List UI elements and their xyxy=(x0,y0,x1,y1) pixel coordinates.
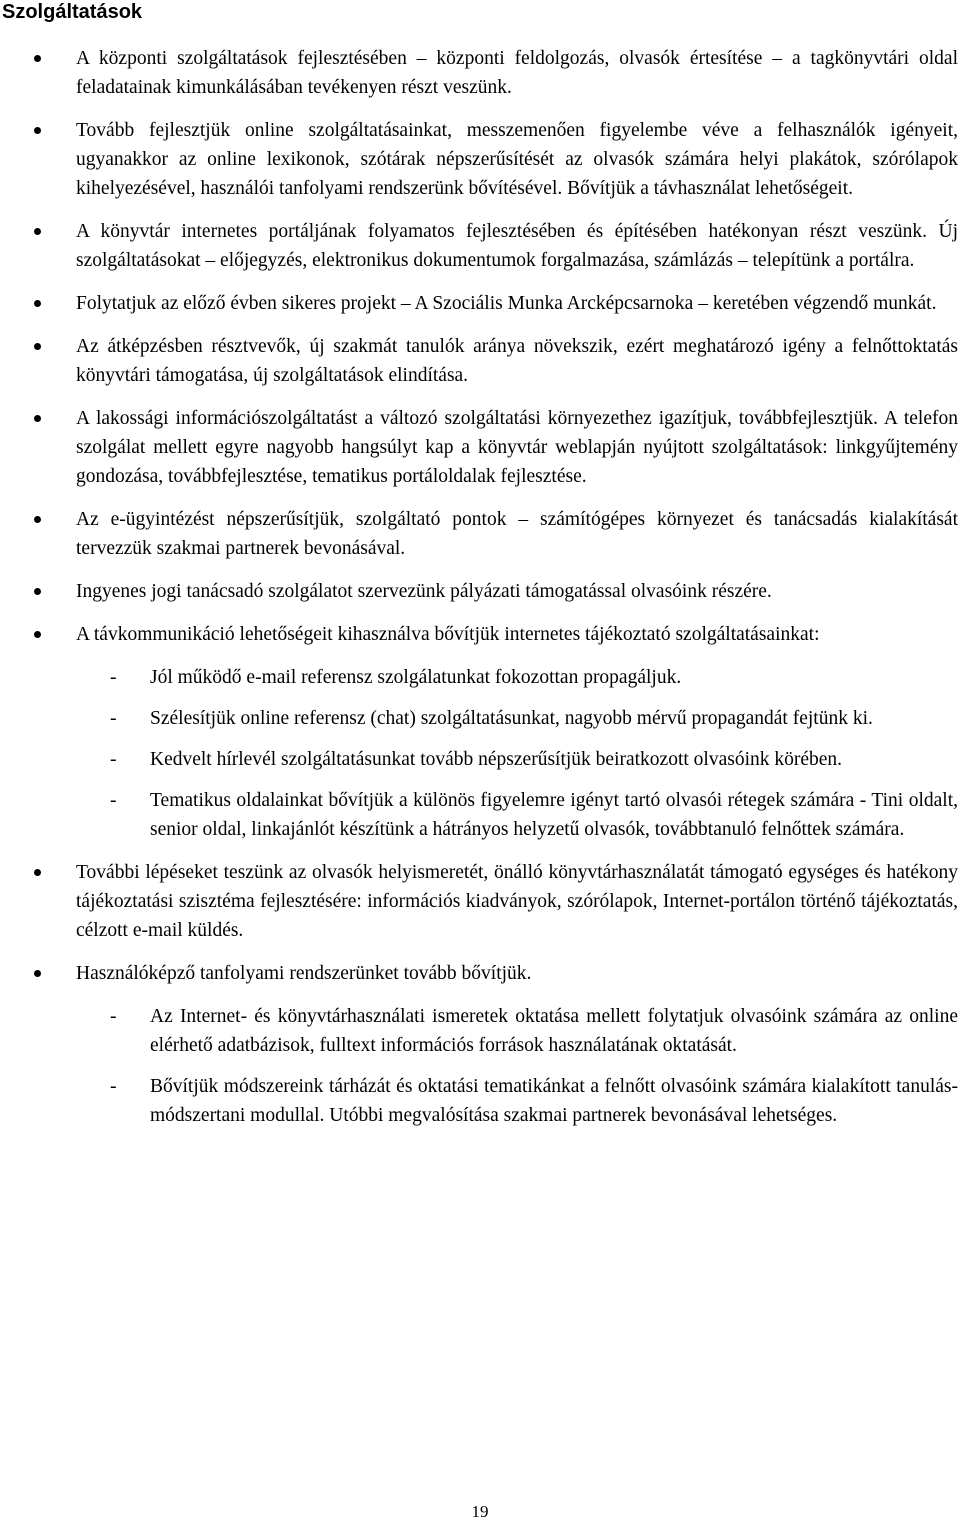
list-item-text: A könyvtár internetes portáljának folyamatos fejlesztésében és építésében hatékonyan részt veszünk. Új szolgáltatásokat – előjegyzés, elektronikus dokumentumok forgalmazása, számlázás – telepítünk a portálra. xyxy=(76,221,958,271)
dash-marker: - xyxy=(110,1076,117,1097)
sublist-item-text: Tematikus oldalainkat bővítjük a különös figyelemre igényt tartó olvasói rétegek számára - Tini oldalt, senior oldal, linkajánlót készítünk a hátrányos helyzetű olvasók, továbbtanuló felnőttek számára. xyxy=(150,790,958,840)
list-item xyxy=(0,116,960,203)
list-item-text: Folytatjuk az előző évben sikeres projekt – A Szociális Munka Arcképcsarnoka – keretében végzendő munkát. xyxy=(76,293,937,314)
list-item xyxy=(0,404,960,491)
dash-marker: - xyxy=(110,708,117,729)
bullet-list xyxy=(0,44,960,1144)
dash-sublist xyxy=(76,1002,958,1130)
sublist-item-text: Az Internet- és könyvtárhasználati ismeretek oktatása mellett folytatjuk olvasóink számára az online elérhető adatbázisok, fulltext információs források használatának oktatását. xyxy=(150,1006,958,1056)
list-item-text: A lakossági információszolgáltatást a változó szolgáltatási környezethez igazítjuk, továbbfejlesztjük. A telefon szolgálat mellett egyre nagyobb hangsúlyt kap a könyvtár weblapján nyújtott szolgáltatások: linkgyűjtemény gondozása, továbbfejlesztése, tematikus portáloldalak fejlesztése. xyxy=(76,408,958,487)
dash-marker: - xyxy=(110,749,117,770)
list-item-text: Tovább fejlesztjük online szolgáltatásainkat, messzemenően figyelembe véve a felhasználók igényeit, ugyanakkor az online lexikonok, szótárak népszerűsítését az olvasók számára helyi plakátok, szórólapok kihelyezésével, használói tanfolyami rendszerünk bővítésével. Bővítjük a távhasználat lehetőségeit. xyxy=(76,120,958,199)
bullet-icon xyxy=(34,127,41,134)
list-item xyxy=(0,289,960,318)
bullet-icon xyxy=(34,588,41,595)
sublist-item-text: Szélesítjük online referensz (chat) szolgáltatásunkat, nagyobb mérvű propagandát fejtünk ki. xyxy=(150,708,873,729)
sublist-item-text: Bővítjük módszereink tárházát és oktatási tematikánkat a felnőtt olvasóink számára kialakított tanulás-módszertani modullal. Utóbbi megvalósítása szakmai partnerek bevonásával lehetséges. xyxy=(150,1076,958,1126)
sublist-item xyxy=(0,786,958,844)
dash-marker: - xyxy=(110,790,117,811)
sublist-item xyxy=(0,704,958,733)
list-item xyxy=(0,505,960,563)
list-item xyxy=(0,620,960,844)
sublist-item xyxy=(0,1072,958,1130)
sublist-item-text: Jól működő e-mail referensz szolgálatunkat fokozottan propagáljuk. xyxy=(150,667,682,688)
list-item-text: A központi szolgáltatások fejlesztésében – központi feldolgozás, olvasók értesítése – a tagkönyvtári oldal feladatainak kimunkálásában tevékenyen részt veszünk. xyxy=(76,48,958,98)
bullet-icon xyxy=(34,631,41,638)
sublist-item xyxy=(0,663,958,692)
dash-sublist xyxy=(76,663,958,844)
sublist-item xyxy=(0,1002,958,1060)
sublist-item-text: Kedvelt hírlevél szolgáltatásunkat tovább népszerűsítjük beiratkozott olvasóink körében. xyxy=(150,749,843,770)
list-item xyxy=(0,577,960,606)
bullet-icon xyxy=(34,55,41,62)
list-item-text: A távkommunikáció lehetőségeit kihasználva bővítjük internetes tájékoztató szolgáltatásainkat: xyxy=(76,624,820,645)
page-number: 19 xyxy=(471,1502,489,1521)
bullet-icon xyxy=(34,516,41,523)
bullet-icon xyxy=(34,228,41,235)
list-item xyxy=(0,959,960,1130)
dash-marker: - xyxy=(110,667,117,688)
list-item-text: Az e-ügyintézést népszerűsítjük, szolgáltató pontok – számítógépes környezet és tanácsadás kialakítását tervezzük szakmai partnerek bevonásával. xyxy=(76,509,958,559)
list-item-text: Használóképző tanfolyami rendszerünket tovább bővítjük. xyxy=(76,963,532,984)
sublist-item xyxy=(0,745,958,774)
bullet-icon xyxy=(34,343,41,350)
section-heading: Szolgáltatások xyxy=(2,1,143,23)
list-item xyxy=(0,217,960,275)
list-item xyxy=(0,44,960,102)
list-item xyxy=(0,332,960,390)
list-item-text: További lépéseket teszünk az olvasók helyismeretét, önálló könyvtárhasználatát támogató egységes és hatékony tájékoztatási szisztéma fejlesztésére: információs kiadványok, szórólapok, Internet-portálon történő tájékoztatás, célzott e-mail küldés. xyxy=(76,862,958,941)
bullet-icon xyxy=(34,970,41,977)
bullet-icon xyxy=(34,300,41,307)
dash-marker: - xyxy=(110,1006,117,1027)
list-item xyxy=(0,858,960,945)
bullet-icon xyxy=(34,869,41,876)
bullet-icon xyxy=(34,415,41,422)
list-item-text: Ingyenes jogi tanácsadó szolgálatot szervezünk pályázati támogatással olvasóink részére. xyxy=(76,581,772,602)
list-item-text: Az átképzésben résztvevők, új szakmát tanulók aránya növekszik, ezért meghatározó igény a felnőttoktatás könyvtári támogatása, új szolgáltatások elindítása. xyxy=(76,336,958,386)
